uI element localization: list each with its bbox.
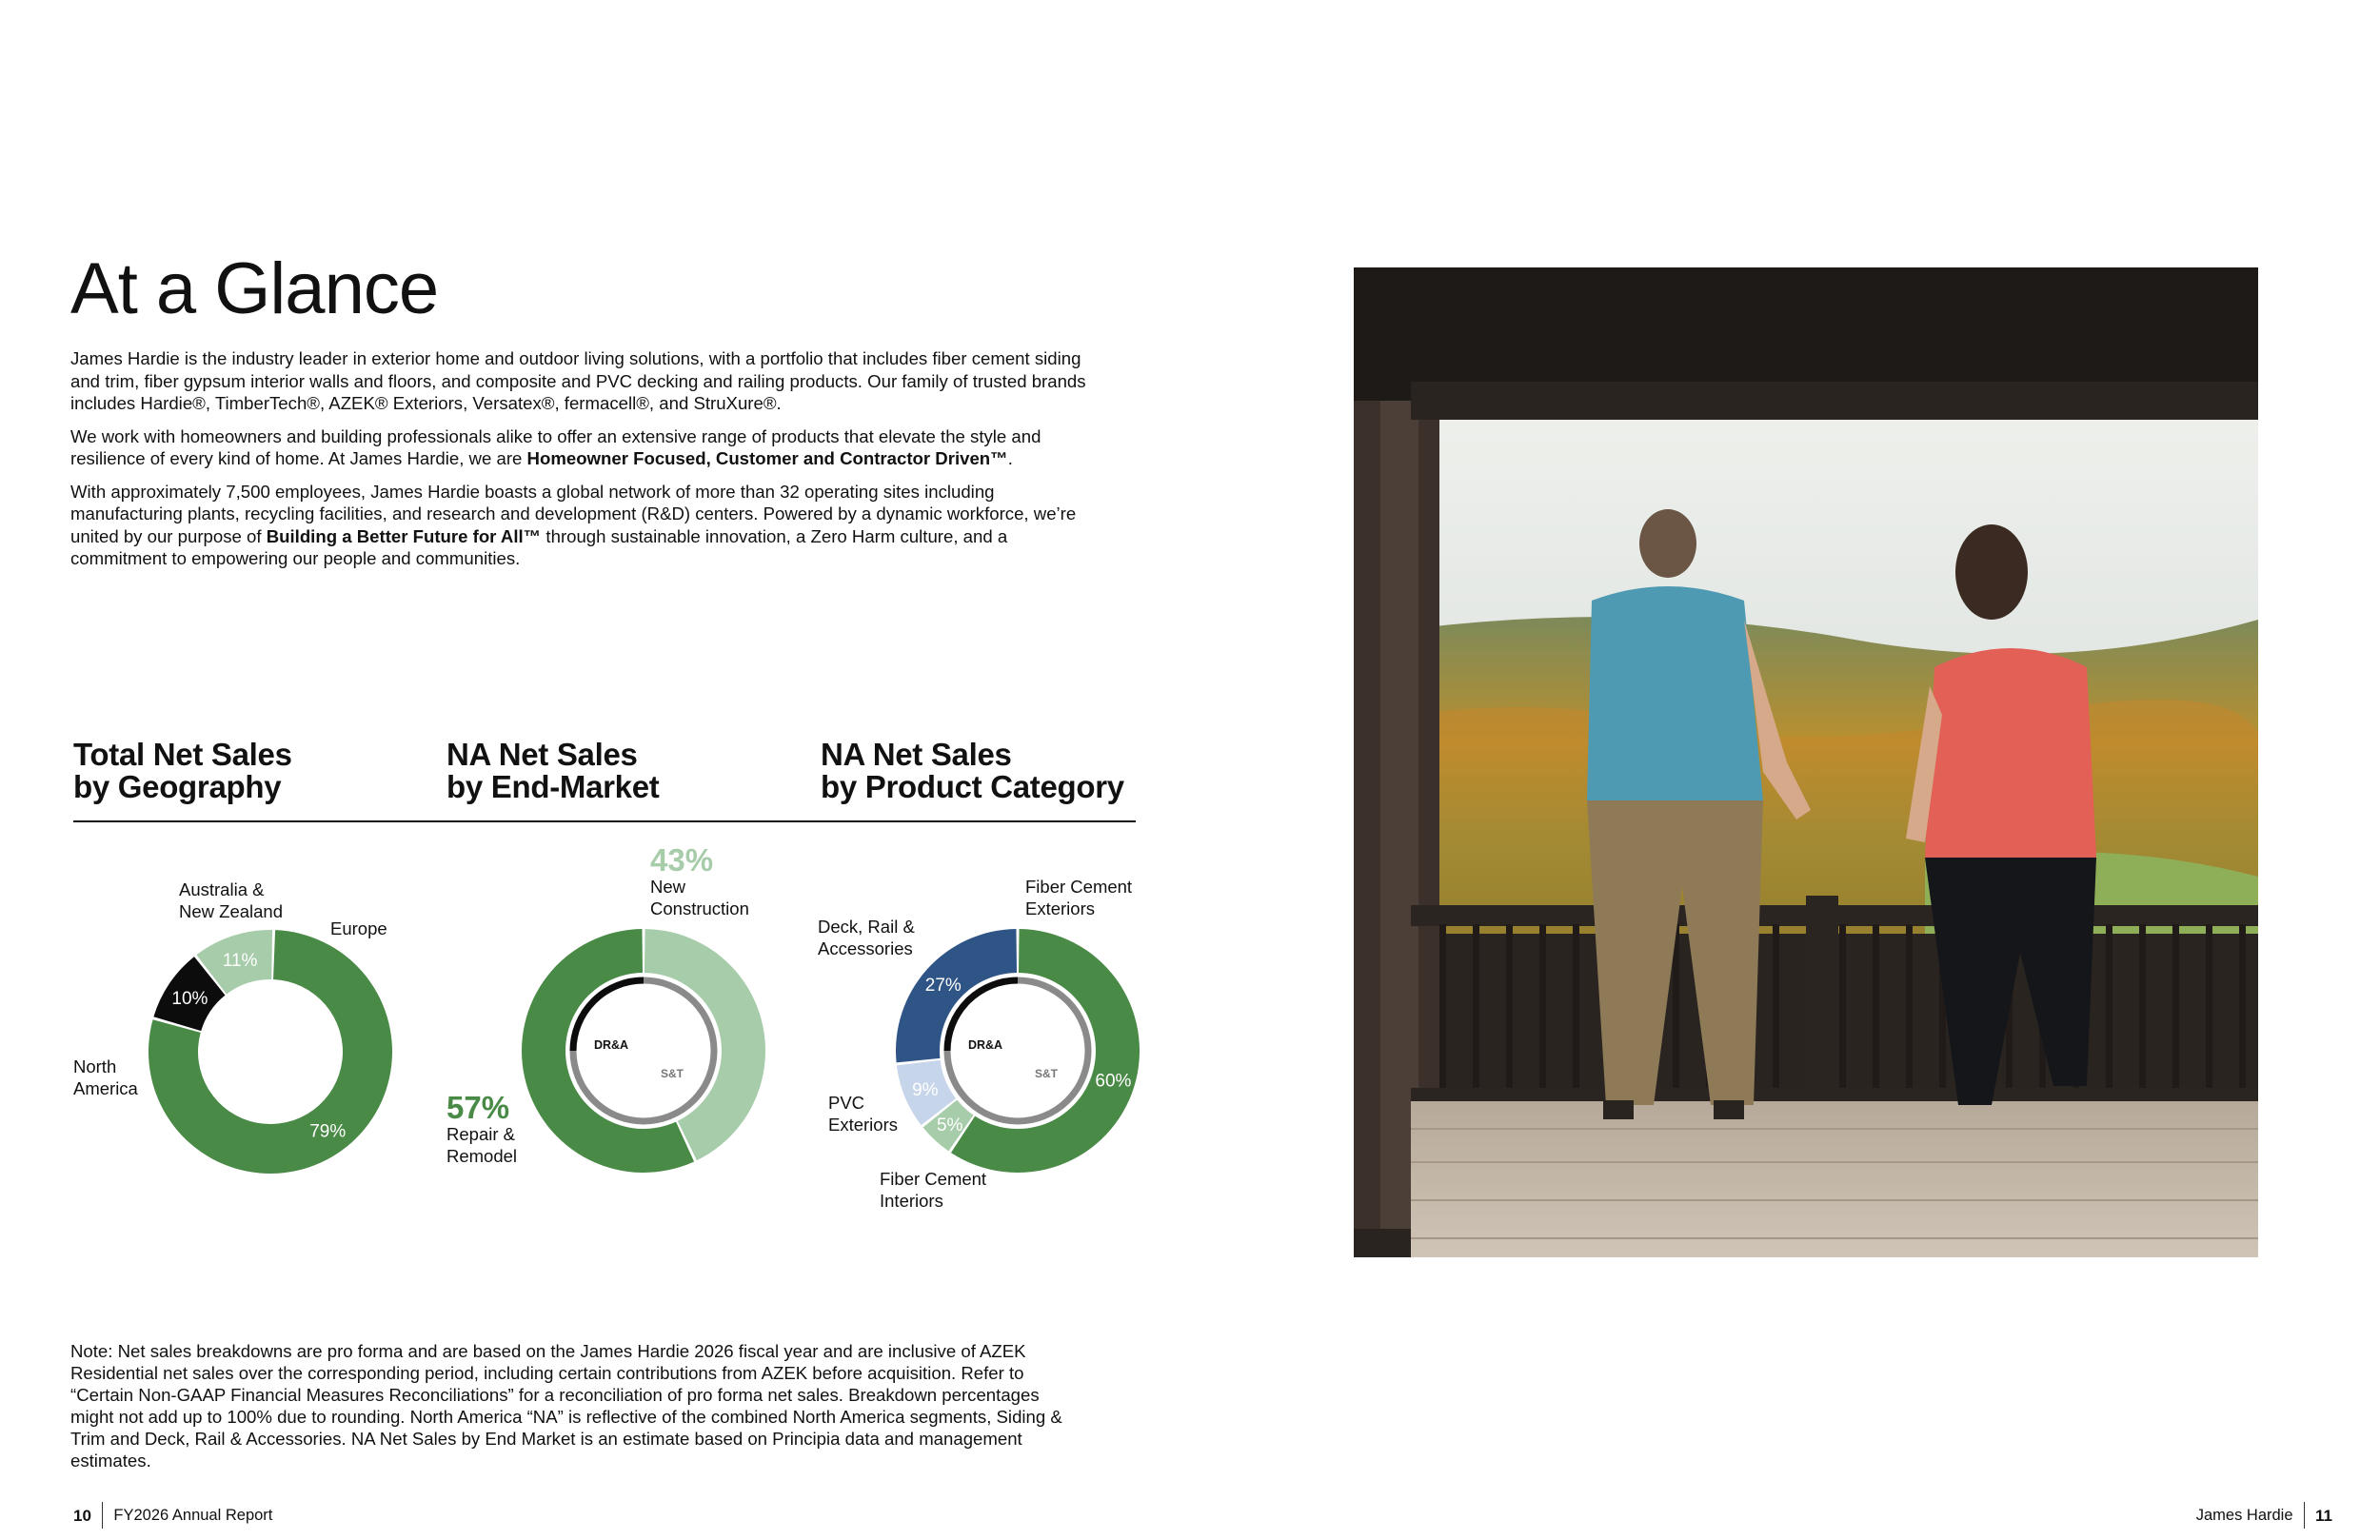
label-north-america: North America: [73, 1056, 138, 1098]
label-repair-remodel: Repair & Remodel: [446, 1124, 518, 1166]
pct-repair-remodel: 57%: [446, 1090, 510, 1125]
label-australia-nz: Australia & New Zealand: [179, 879, 284, 921]
inner-label-st: S&T: [661, 1067, 684, 1080]
intro-paragraph-1: James Hardie is the industry leader in exterior home and outdoor living solutions, with a portfolio that includes fiber cement siding and trim, fiber gypsum interior walls and floors, and composite and PVC decking and railing products. Our family of trusted brands includes Hardie®, TimberTech®, AZEK® Exteriors, Versatex®, fermacell®, and StruXure®.: [70, 348, 1086, 413]
donut-pct-label-australia-new-zealand: 10%: [171, 988, 208, 1009]
label-pvc-exteriors: PVC Exteriors: [828, 1093, 898, 1135]
intro-text: [70, 347, 1108, 581]
donut-chart-end-market: [501, 908, 786, 1194]
label-deck-rail-accessories: Deck, Rail & Accessories: [818, 917, 915, 958]
chart-title-geography: Total Net Sales by Geography: [73, 737, 292, 804]
chart-heading-rule: [73, 820, 1136, 822]
footer-divider-right: [2304, 1502, 2306, 1529]
donut-pct-label-fiber-cement-exteriors: 60%: [1095, 1071, 1132, 1092]
chart-title-product-category: NA Net Sales by Product Category: [821, 737, 1124, 804]
donut-pct-label-fiber-cement-interiors: 5%: [936, 1116, 963, 1136]
donut-pct-label-europe: 11%: [222, 951, 258, 972]
footer-divider-left: [102, 1502, 104, 1529]
porch-photo: [1354, 267, 2258, 1257]
donut-pct-label-north-america: 79%: [309, 1121, 347, 1142]
donut-pct-label-deck-rail-accessories: 27%: [924, 975, 962, 996]
inner-label-dra: DR&A: [967, 1038, 1003, 1052]
donut-pct-label-pvc-exteriors: 9%: [912, 1079, 939, 1100]
donut-chart-product-category: [875, 908, 1160, 1194]
label-fiber-cement-interiors: Fiber Cement Interiors: [880, 1169, 987, 1211]
intro-paragraph-3: With approximately 7,500 employees, James Hardie boasts a global network of more than 32 operating sites including manufacturing plants, recycling facilities, and research and development (R&D) centers. Powered by a dynamic workforce, we’re united by our purpose of Building a Better Future for All™ through sustainable innovation, a Zero Harm culture, and a commitment to empowering our people and communities.: [70, 481, 1077, 568]
intro-paragraph-2: We work with homeowners and building professionals alike to offer an extensive range of products that elevate the style and resilience of every kind of home. At James Hardie, we are Homeowner Focused, Customer and Contractor Driven™.: [70, 425, 1041, 468]
footnote: Note: Net sales breakdowns are pro forma and are based on the James Hardie 2026 fiscal year and are inclusive of AZEK Residential net sales over the corresponding period, including certain contributions from AZEK before acquisition. Refer to “Certain Non-GAAP Financial Measures Reconciliations” for a reconciliation of pro forma net sales. Breakdown percentages might not add up to 100% due to rounding. North America “NA” is reflective of the combined North America segments, Siding & Trim and Deck, Rail & Accessories. NA Net Sales by End Market is an estimate based on Principia data and management estimates.: [70, 1341, 1062, 1471]
donut-chart-geography: [128, 909, 413, 1194]
page-number-left: 10: [73, 1506, 91, 1525]
footer-report-name: FY2026 Annual Report: [113, 1506, 273, 1524]
label-fiber-cement-exteriors: Fiber Cement Exteriors: [1025, 877, 1133, 918]
chart-title-end-market: NA Net Sales by End-Market: [446, 737, 660, 804]
inner-label-st: S&T: [1035, 1067, 1058, 1080]
label-new-construction: New Construction: [650, 877, 749, 918]
label-europe: Europe: [330, 918, 387, 938]
porch-photo-illustration: [1354, 267, 2258, 1257]
footer-right: [2196, 1502, 2332, 1529]
footer-company-name: James Hardie: [2195, 1506, 2293, 1524]
pct-new-construction: 43%: [650, 842, 714, 878]
inner-label-dra: DR&A: [593, 1038, 629, 1052]
footer-left: [73, 1502, 272, 1529]
page-number-right: 11: [2315, 1506, 2332, 1525]
page-title: At a Glance: [70, 248, 439, 329]
